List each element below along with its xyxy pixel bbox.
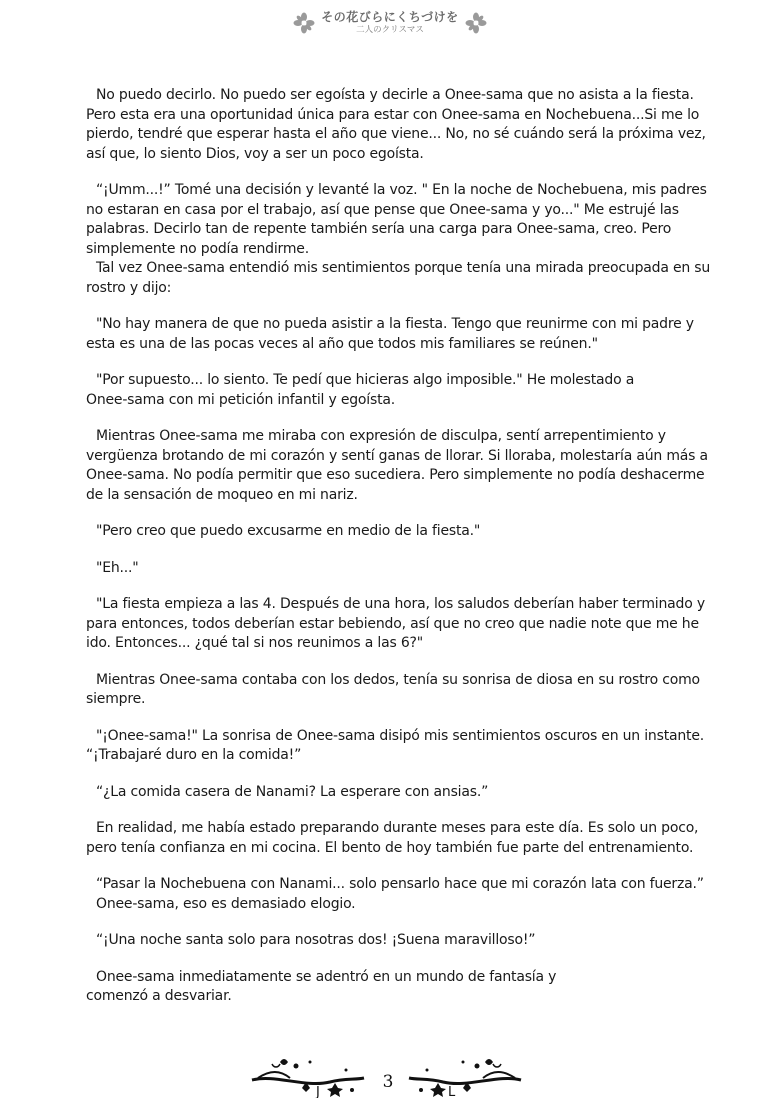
header-subtitle: 二人のクリスマス xyxy=(356,25,424,36)
paragraph xyxy=(86,875,704,914)
text-line: comenzó a desvariar. xyxy=(86,988,232,1004)
paragraph xyxy=(86,181,711,298)
svg-text:L: L xyxy=(448,1085,456,1098)
text-line: “¡Trabajaré duro en la comida!” xyxy=(86,747,302,763)
text-line: esta es una de las pocas veces al año que todos mis familiares se reúnen." xyxy=(86,335,598,352)
text-line: "No hay manera de que no pueda asistir a la fiesta. Tengo que reunirme con mi padre y xyxy=(96,316,694,332)
page-header xyxy=(0,6,780,40)
text-line: Onee-sama, eso es demasiado elogio. xyxy=(96,895,356,912)
text-line: Onee-sama con mi petición infantil y egoísta. xyxy=(86,391,395,408)
text-line: "¡Onee-sama!" La sonrisa de Onee-sama disipó mis sentimientos oscuros en un instante. xyxy=(96,727,704,744)
paragraph xyxy=(86,727,704,766)
text-line: de la sensación de moqueo en mi nariz. xyxy=(86,486,358,503)
text-line: "Pero creo que puedo excusarme en medio de la fiesta." xyxy=(96,523,481,539)
paragraph xyxy=(86,427,708,505)
text-line: “¿La comida casera de Nanami? La esperare con ansias.” xyxy=(96,783,489,800)
text-line: para entonces, todos deberían estar bebiendo, así que no creo que nadie note que me he xyxy=(86,615,699,632)
page-body xyxy=(86,86,711,1024)
paragraph xyxy=(86,671,698,710)
paragraph xyxy=(86,783,698,803)
page-number: 3 xyxy=(382,1072,394,1092)
paragraph xyxy=(86,819,698,858)
svg-text:J: J xyxy=(316,1085,320,1098)
paragraph xyxy=(86,968,698,1007)
text-line: “¡Una noche santa solo para nosotras dos! ¡Suena maravilloso!” xyxy=(96,932,536,948)
flower-ornament-icon xyxy=(293,12,315,34)
text-line: pero tenía confianza en mi cocina. El bento de hoy también fue parte del entrenamiento. xyxy=(86,839,694,856)
text-line: Mientras Onee-sama contaba con los dedos, tenía su sonrisa de diosa en su rostro como xyxy=(96,671,700,688)
right-ornament-icon xyxy=(408,1054,523,1098)
text-line: En realidad, me había estado preparando durante meses para este día. Es solo un poco, xyxy=(96,820,699,836)
text-line: Onee-sama. No podía permitir que eso sucediera. Pero simplemente no podía deshacerme xyxy=(86,467,705,483)
text-line: “Pasar la Nochebuena con Nanami... solo pensarlo hace que mi corazón lata con fuerza.” xyxy=(96,876,704,892)
paragraph xyxy=(86,371,698,410)
text-line: así que, lo siento Dios, voy a ser un poco egoísta. xyxy=(86,145,424,162)
paragraph xyxy=(86,522,698,542)
text-line: "Por supuesto... lo siento. Te pedí que hicieras algo imposible." He molestado a xyxy=(96,372,635,388)
text-line: pierdo, tendré que esperar hasta el año que viene... No, no sé cuándo será la próxima vez, xyxy=(86,126,706,142)
paragraph xyxy=(86,931,698,951)
text-line: Pero esta era una oportunidad única para estar con Onee-sama en Nochebuena...Si me lo xyxy=(86,106,700,123)
left-ornament-icon xyxy=(250,1054,365,1098)
flower-ornament-icon xyxy=(465,12,487,34)
text-line: Mientras Onee-sama me miraba con expresión de disculpa, sentí arrepentimiento y xyxy=(96,428,666,444)
text-line: siempre. xyxy=(86,691,146,707)
text-line: No puedo decirlo. No puedo ser egoísta y decirle a Onee-sama que no asista a la fiesta. xyxy=(96,87,694,103)
page-footer xyxy=(0,1054,780,1104)
text-line: “¡Umm...!” Tomé una decisión y levanté la voz. " En la noche de Nochebuena, mis padres xyxy=(96,182,707,198)
text-line: Tal vez Onee-sama entendió mis sentimientos porque tenía una mirada preocupada en su xyxy=(96,260,711,276)
text-line: vergüenza brotando de mi corazón y sentí ganas de llorar. Si lloraba, molestaría aún más a xyxy=(86,447,708,464)
text-line: simplemente no podía rendirme. xyxy=(86,240,309,257)
text-line: "Eh..." xyxy=(96,559,139,576)
paragraph xyxy=(86,86,706,164)
text-line: no estaran en casa por el trabajo, así que pense que Onee-sama y yo..." Me estrujé las xyxy=(86,201,679,218)
text-line: Onee-sama inmediatamente se adentró en un mundo de fantasía y xyxy=(96,968,557,985)
text-line: rostro y dijo: xyxy=(86,279,172,296)
paragraph xyxy=(86,315,698,354)
paragraph xyxy=(86,595,705,654)
text-line: "La fiesta empieza a las 4. Después de una hora, los saludos deberían haber terminado y xyxy=(96,596,705,612)
text-line: palabras. Decirlo tan de repente también sería una carga para Onee-sama, creo. Pero xyxy=(86,221,672,237)
paragraph xyxy=(86,559,698,579)
text-line: ido. Entonces... ¿qué tal si nos reunimos a las 6?" xyxy=(86,635,423,651)
header-title: その花びらにくちづけを xyxy=(321,10,459,25)
